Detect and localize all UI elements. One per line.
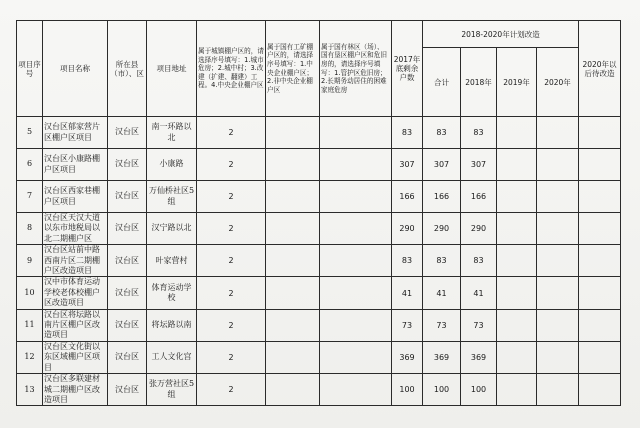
header-county: 所在县（市）、区 <box>108 21 147 117</box>
header-2018: 2018年 <box>461 48 497 117</box>
mine-type-cell <box>266 181 320 213</box>
year-2020-cell <box>537 341 579 373</box>
year-2020-cell <box>537 309 579 341</box>
remaining-2017-cell: 41 <box>392 277 423 309</box>
urban-type-cell: 2 <box>197 309 266 341</box>
year-2020-cell <box>537 181 579 213</box>
name-cell: 汉台区小康路棚户区项目 <box>43 149 108 181</box>
mine-type-cell <box>266 149 320 181</box>
table-row <box>17 277 621 309</box>
forest-type-cell <box>320 181 392 213</box>
header-seq: 项目序号 <box>17 21 43 117</box>
remaining-2017-cell: 290 <box>392 213 423 245</box>
total-cell: 100 <box>423 374 461 406</box>
year-2019-cell <box>497 213 537 245</box>
table-row <box>17 341 621 373</box>
forest-type-cell <box>320 277 392 309</box>
address-cell: 南一环路以北 <box>147 117 197 149</box>
name-cell: 汉台区多联建材城二期棚户区改造项目 <box>43 374 108 406</box>
total-cell: 369 <box>423 341 461 373</box>
after-2020-cell <box>579 117 621 149</box>
seq-cell: 6 <box>17 149 43 181</box>
seq-cell: 5 <box>17 117 43 149</box>
after-2020-cell <box>579 309 621 341</box>
year-2019-cell <box>497 117 537 149</box>
forest-type-cell <box>320 149 392 181</box>
seq-cell: 13 <box>17 374 43 406</box>
name-cell: 汉台区站前中路西南片区二期棚户区改造项目 <box>43 245 108 277</box>
total-cell: 41 <box>423 277 461 309</box>
county-cell: 汉台区 <box>108 309 147 341</box>
name-cell: 汉中市体育运动学校老体校棚户区改造项目 <box>43 277 108 309</box>
address-cell: 小康路 <box>147 149 197 181</box>
year-2020-cell <box>537 277 579 309</box>
table-row <box>17 309 621 341</box>
remaining-2017-cell: 100 <box>392 374 423 406</box>
remaining-2017-cell: 166 <box>392 181 423 213</box>
year-2020-cell <box>537 213 579 245</box>
after-2020-cell <box>579 149 621 181</box>
table-row <box>17 117 621 149</box>
year-2018-cell: 100 <box>461 374 497 406</box>
year-2020-cell <box>537 245 579 277</box>
urban-type-cell: 2 <box>197 277 266 309</box>
forest-type-cell <box>320 213 392 245</box>
year-2020-cell <box>537 374 579 406</box>
county-cell: 汉台区 <box>108 374 147 406</box>
year-2020-cell <box>537 149 579 181</box>
seq-cell: 9 <box>17 245 43 277</box>
urban-type-cell: 2 <box>197 245 266 277</box>
name-cell: 汉台区将坛路以南片区棚户区改造项目 <box>43 309 108 341</box>
year-2018-cell: 41 <box>461 277 497 309</box>
year-2019-cell <box>497 341 537 373</box>
header-plan-group: 2018-2020年计划改造 <box>423 21 579 48</box>
after-2020-cell <box>579 245 621 277</box>
year-2018-cell: 307 <box>461 149 497 181</box>
address-cell: 叶家营村 <box>147 245 197 277</box>
year-2019-cell <box>497 149 537 181</box>
name-cell: 汉台区西家巷棚户区项目 <box>43 181 108 213</box>
year-2018-cell: 83 <box>461 245 497 277</box>
seq-cell: 8 <box>17 213 43 245</box>
header-remaining-2017: 2017年底剩余户数 <box>392 21 423 117</box>
year-2018-cell: 290 <box>461 213 497 245</box>
county-cell: 汉台区 <box>108 213 147 245</box>
forest-type-cell <box>320 309 392 341</box>
urban-type-cell: 2 <box>197 149 266 181</box>
urban-type-cell: 2 <box>197 374 266 406</box>
year-2018-cell: 166 <box>461 181 497 213</box>
header-name: 项目名称 <box>43 21 108 117</box>
after-2020-cell <box>579 277 621 309</box>
urban-type-cell: 2 <box>197 117 266 149</box>
seq-cell: 7 <box>17 181 43 213</box>
total-cell: 307 <box>423 149 461 181</box>
county-cell: 汉台区 <box>108 245 147 277</box>
header-urban-type: 属于城镇棚户区的，请选择序号填写：1.城市危房；2.城中村；3.改建（扩建、翻建）工程。4.中央企业棚户区 <box>197 21 266 117</box>
after-2020-cell <box>579 181 621 213</box>
total-cell: 83 <box>423 245 461 277</box>
table-row <box>17 181 621 213</box>
mine-type-cell <box>266 341 320 373</box>
name-cell: 汉台区文化街以东区域棚户区项目 <box>43 341 108 373</box>
county-cell: 汉台区 <box>108 149 147 181</box>
total-cell: 290 <box>423 213 461 245</box>
remaining-2017-cell: 83 <box>392 117 423 149</box>
county-cell: 汉台区 <box>108 277 147 309</box>
table-header <box>17 21 621 117</box>
mine-type-cell <box>266 277 320 309</box>
mine-type-cell <box>266 309 320 341</box>
table-row <box>17 213 621 245</box>
address-cell: 工人文化宫 <box>147 341 197 373</box>
year-2018-cell: 369 <box>461 341 497 373</box>
after-2020-cell <box>579 341 621 373</box>
year-2020-cell <box>537 117 579 149</box>
header-forest-type: 属于国有林区（场）、国有垦区棚户区和危旧房的，请选择序号填写：1.管护区危旧房；2.长期务动居住的困难家庭危房 <box>320 21 392 117</box>
total-cell: 83 <box>423 117 461 149</box>
year-2019-cell <box>497 277 537 309</box>
after-2020-cell <box>579 374 621 406</box>
forest-type-cell <box>320 117 392 149</box>
mine-type-cell <box>266 213 320 245</box>
remaining-2017-cell: 83 <box>392 245 423 277</box>
year-2018-cell: 73 <box>461 309 497 341</box>
address-cell: 体育运动学校 <box>147 277 197 309</box>
mine-type-cell <box>266 245 320 277</box>
address-cell: 万仙桥社区5组 <box>147 181 197 213</box>
county-cell: 汉台区 <box>108 181 147 213</box>
year-2018-cell: 83 <box>461 117 497 149</box>
total-cell: 166 <box>423 181 461 213</box>
name-cell: 汉台区天汉大道以东市地税局以北二期棚户区 <box>43 213 108 245</box>
after-2020-cell <box>579 213 621 245</box>
urban-type-cell: 2 <box>197 213 266 245</box>
mine-type-cell <box>266 374 320 406</box>
table-body <box>17 117 621 406</box>
table-row <box>17 245 621 277</box>
urban-type-cell: 2 <box>197 341 266 373</box>
table-row <box>17 374 621 406</box>
header-address: 项目地址 <box>147 21 197 117</box>
forest-type-cell <box>320 341 392 373</box>
address-cell: 将坛路以南 <box>147 309 197 341</box>
header-after-2020: 2020年以后待改造 <box>579 21 621 117</box>
forest-type-cell <box>320 245 392 277</box>
remaining-2017-cell: 73 <box>392 309 423 341</box>
year-2019-cell <box>497 245 537 277</box>
table-row <box>17 149 621 181</box>
remaining-2017-cell: 369 <box>392 341 423 373</box>
seq-cell: 12 <box>17 341 43 373</box>
year-2019-cell <box>497 309 537 341</box>
renovation-plan-table <box>16 20 621 406</box>
mine-type-cell <box>266 117 320 149</box>
address-cell: 张万营社区5组 <box>147 374 197 406</box>
county-cell: 汉台区 <box>108 117 147 149</box>
header-total: 合计 <box>423 48 461 117</box>
remaining-2017-cell: 307 <box>392 149 423 181</box>
county-cell: 汉台区 <box>108 341 147 373</box>
forest-type-cell <box>320 374 392 406</box>
header-2019: 2019年 <box>497 48 537 117</box>
address-cell: 汉宁路以北 <box>147 213 197 245</box>
year-2019-cell <box>497 181 537 213</box>
header-2020: 2020年 <box>537 48 579 117</box>
header-mine-type: 属于国有工矿棚户区的，请选择序号填写：1.中央企业棚户区；2.非中央企业棚户区 <box>266 21 320 117</box>
name-cell: 汉台区郁家营片区棚户区项目 <box>43 117 108 149</box>
urban-type-cell: 2 <box>197 181 266 213</box>
seq-cell: 10 <box>17 277 43 309</box>
year-2019-cell <box>497 374 537 406</box>
total-cell: 73 <box>423 309 461 341</box>
seq-cell: 11 <box>17 309 43 341</box>
